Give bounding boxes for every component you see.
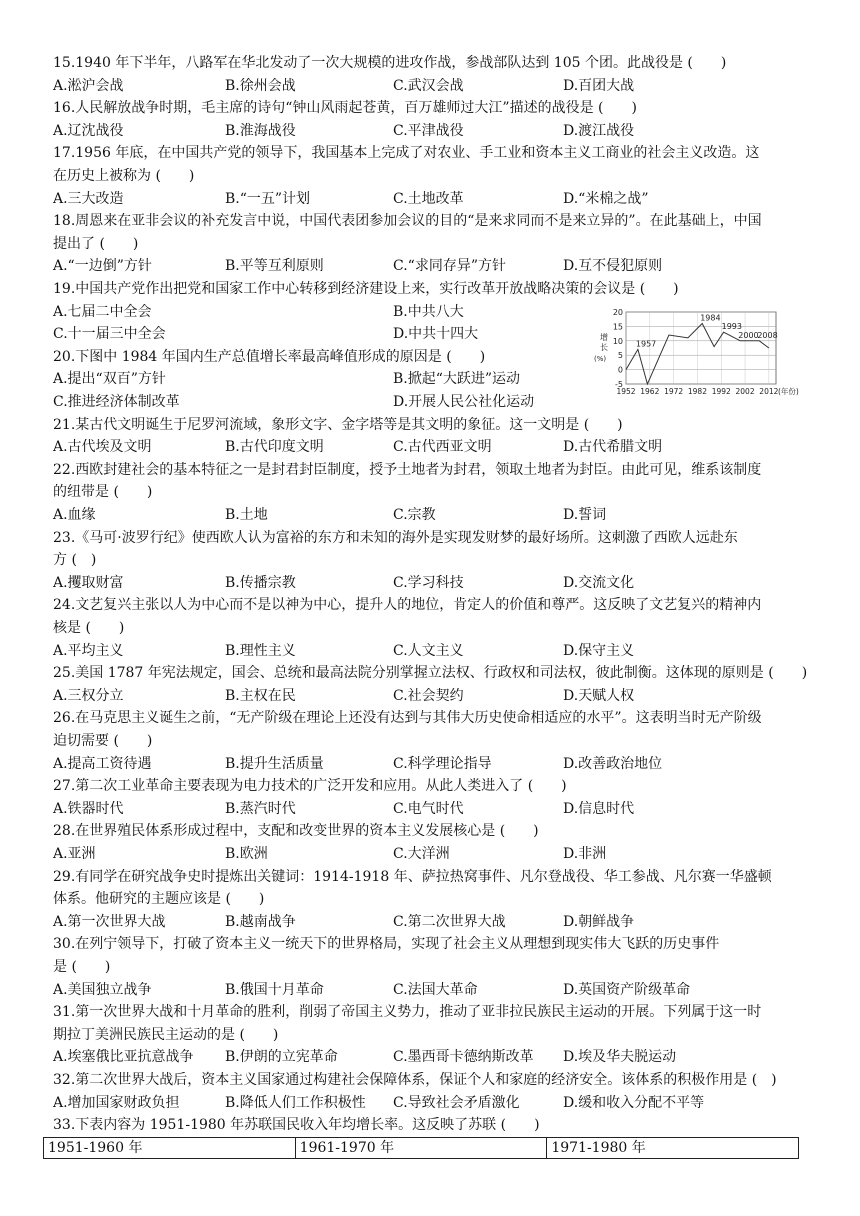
answer-option: A.淞沪会战	[53, 78, 124, 94]
answer-option: B.主权在民	[225, 688, 296, 704]
answer-option: C.社会契约	[393, 688, 464, 704]
answer-option: A.三大改造	[53, 191, 124, 207]
question-text: 28.在世界殖民体系形成过程中，支配和改变世界的资本主义发展核心是 ( )	[53, 823, 539, 839]
data-label: 1957	[635, 339, 657, 349]
answer-option: B.降低人们工作积极性	[225, 1095, 366, 1111]
answer-option: D.保守主义	[563, 643, 635, 659]
answer-option: D.开展人民公社化运动	[393, 394, 535, 410]
answer-option: A.提高工资待遇	[53, 756, 152, 772]
answer-option: D.改善政治地位	[563, 756, 663, 772]
answer-option: B.越南战争	[225, 914, 296, 930]
question-text: 体系。他研究的主题应该是 ( )	[53, 891, 265, 907]
question-text: 19.中国共产党作出把党和国家工作中心转移到经济建设上来，实行改革开放战略决策的会议是 ( )	[53, 281, 679, 297]
table-header-cell: 1951-1960 年	[44, 1138, 296, 1159]
question-text: 迫切需要 ( )	[53, 733, 153, 749]
question-text: 的纽带是 ( )	[53, 484, 153, 500]
answer-option: A.三权分立	[53, 688, 124, 704]
x-tick-label: 2002	[735, 387, 755, 396]
answer-option: C.电气时代	[393, 801, 464, 817]
answer-option: A.七届二中全会	[53, 304, 152, 320]
answer-option: B.土地	[225, 507, 268, 523]
question-text: 26.在马克思主义诞生之前，“无产阶级在理论上还没有达到与其伟大历史使命相适应的水平”。这表明当时无产阶级	[53, 710, 762, 726]
answer-option: A.提出“双百”方针	[53, 371, 166, 387]
answer-option: C.墨西哥卡德纳斯改革	[393, 1049, 534, 1065]
answer-option: C.十一届三中全会	[53, 326, 166, 342]
answer-option: C.“求同存异”方针	[393, 258, 506, 274]
question-text: 24.文艺复兴主张以人为中心而不是以神为中心，提升人的地位，肯定人的价值和尊严。这反映了文艺复兴的精神内	[53, 597, 762, 613]
answer-option: B.理性主义	[225, 643, 296, 659]
answer-option: D.埃及华夫脱运动	[563, 1049, 677, 1065]
answer-option: C.第二次世界大战	[393, 914, 506, 930]
table-header-cell: 1971-1980 年	[547, 1138, 799, 1159]
x-tick-label: 1952	[616, 387, 636, 396]
answer-option: A.古代埃及文明	[53, 439, 152, 455]
answer-option: D.信息时代	[563, 801, 635, 817]
answer-option: C.土地改革	[393, 191, 464, 207]
answer-option: B.淮海战役	[225, 123, 296, 139]
question-text: 期拉丁美洲民族民主运动的是 ( )	[53, 1027, 279, 1043]
question-text: 33.下表内容为 1951-1980 年苏联国民收入年均增长率。这反映了苏联 ( )	[53, 1117, 540, 1133]
answer-option: A.第一次世界大战	[53, 914, 166, 930]
question-text: 31.第一次世界大战和十月革命的胜利，削弱了帝国主义势力，推动了亚非拉民族民主运动的开展。下列属于这一时	[53, 1004, 762, 1020]
y-tick-label: 0	[617, 365, 623, 375]
question-text: 32.第二次世界大战后，资本主义国家通过构建社会保障体系，保证个人和家庭的经济安全。该体系的积极作用是 ( )	[53, 1072, 777, 1088]
question-text: 17.1956 年底，在中国共产党的领导下，我国基本上完成了对农业、手工业和资本主义工商业的社会主义改造。这	[53, 145, 760, 161]
answer-option: D.缓和收入分配不平等	[563, 1095, 705, 1111]
question-text: 30.在列宁领导下，打破了资本主义一统天下的世界格局，实现了社会主义从理想到现实伟大飞跃的历史事件	[53, 936, 720, 952]
answer-option: D.古代希腊文明	[563, 439, 663, 455]
data-label: 1993	[721, 322, 742, 332]
answer-option: A.埃塞俄比亚抗意战争	[53, 1049, 194, 1065]
answer-option: A.攫取财富	[53, 575, 124, 591]
answer-option: A.铁器时代	[53, 801, 124, 817]
answer-option: D.“米棉之战”	[563, 191, 649, 207]
question-text: 20.下图中 1984 年国内生产总值增长率最高峰值形成的原因是 ( )	[53, 349, 486, 365]
x-tick-label: 1962	[640, 387, 660, 396]
answer-option: D.朝鲜战争	[563, 914, 635, 930]
answer-option: C.导致社会矛盾激化	[393, 1095, 520, 1111]
answer-option: D.互不侵犯原则	[563, 258, 663, 274]
data-label: 1984	[700, 313, 721, 323]
y-axis-label: 长	[600, 343, 608, 352]
answer-option: B.古代印度文明	[225, 439, 324, 455]
answer-option: D.非洲	[563, 846, 607, 862]
answer-option: B.提升生活质量	[225, 756, 324, 772]
answer-option: B.欧洲	[225, 846, 268, 862]
question-text: 27.第二次工业革命主要表现为电力技术的广泛开发和应用。从此人类进入了 ( )	[53, 778, 567, 794]
question-text: 15.1940 年下半年，八路军在华北发动了一次大规模的进攻作战，参战部队达到 105 个团。此战役是 ( )	[53, 55, 727, 71]
answer-option: C.宗教	[393, 507, 436, 523]
y-tick-label: 20	[612, 308, 623, 317]
answer-option: C.学习科技	[393, 575, 464, 591]
y-tick-label: 5	[617, 351, 623, 361]
answer-option: A.血缘	[53, 507, 96, 523]
x-tick-label: 1992	[711, 387, 731, 396]
x-tick-label: 1972	[664, 387, 684, 396]
question-text: 是 ( )	[53, 959, 111, 975]
answer-option: B.蒸汽时代	[225, 801, 296, 817]
x-axis-label: (年份)	[778, 387, 799, 396]
answer-option: B.“一五”计划	[225, 191, 311, 207]
answer-option: C.古代西亚文明	[393, 439, 492, 455]
answer-option: B.俄国十月革命	[225, 982, 324, 998]
answer-option: B.伊朗的立宪革命	[225, 1049, 338, 1065]
answer-option: D.英国资产阶级革命	[563, 982, 691, 998]
x-tick-label: 2012	[759, 387, 779, 396]
answer-option: A.辽沈战役	[53, 123, 124, 139]
question-text: 22.西欧封建社会的基本特征之一是封君封臣制度，授予土地者为封君，领取土地者为封臣。由此可见，维系该制度	[53, 462, 762, 478]
q33-table	[43, 1137, 799, 1159]
data-label: 2000	[738, 330, 759, 340]
data-label: 2008	[757, 330, 778, 340]
answer-option: D.中共十四大	[393, 326, 479, 342]
question-text: 16.人民解放战争时期，毛主席的诗句“钟山风雨起苍黄，百万雄师过大江”描述的战役是 ( )	[53, 100, 637, 116]
answer-option: A.平均主义	[53, 643, 124, 659]
answer-option: B.传播宗教	[225, 575, 296, 591]
answer-option: D.誓词	[563, 507, 607, 523]
answer-option: A.亚洲	[53, 846, 96, 862]
answer-option: A.增加国家财政负担	[53, 1095, 180, 1111]
question-text: 25.美国 1787 年宪法规定，国会、总统和最高法院分别掌握立法权、行政权和司法权，彼此制衡。这体现的原则是 ( )	[53, 665, 808, 681]
y-axis-label: (%)	[594, 355, 607, 363]
answer-option: C.平津战役	[393, 123, 464, 139]
gdp-growth-chart	[590, 304, 820, 404]
y-tick-label: -5	[615, 380, 623, 389]
question-text: 29.有同学在研究战争史时提炼出关键词：1914-1918 年、萨拉热窝事件、凡尔登战役、华工参战、凡尔赛一华盛顿	[53, 869, 772, 885]
question-text: 18.周恩来在亚非会议的补充发言中说，中国代表团参加会议的目的“是来求同而不是来立异的”。在此基础上，中国	[53, 213, 762, 229]
table-header-cell: 1961-1970 年	[295, 1138, 547, 1159]
answer-option: C.法国大革命	[393, 982, 478, 998]
answer-option: A.美国独立战争	[53, 982, 152, 998]
answer-option: C.人文主义	[393, 643, 464, 659]
answer-option: D.百团大战	[563, 78, 635, 94]
answer-option: B.掀起“大跃进”运动	[393, 371, 521, 387]
question-text: 21.某古代文明诞生于尼罗河流域，象形文字、金字塔等是其文明的象征。这一文明是 ( )	[53, 417, 623, 433]
answer-option: D.渡江战役	[563, 123, 635, 139]
answer-option: C.大洋洲	[393, 846, 450, 862]
question-text: 在历史上被称为 ( )	[53, 168, 195, 184]
question-text: 提出了 ( )	[53, 236, 139, 252]
question-text: 方 ( )	[53, 552, 97, 568]
answer-option: B.平等互利原则	[225, 258, 324, 274]
y-tick-label: 10	[612, 336, 623, 346]
question-text: 核是 ( )	[53, 620, 125, 636]
answer-option: B.徐州会战	[225, 78, 296, 94]
x-tick-label: 1982	[687, 387, 707, 396]
y-tick-label: 15	[612, 322, 623, 332]
answer-option: D.交流文化	[563, 575, 635, 591]
answer-option: D.天赋人权	[563, 688, 635, 704]
answer-option: C.科学理论指导	[393, 756, 492, 772]
y-axis-label: 增	[600, 333, 608, 342]
answer-option: C.推进经济体制改革	[53, 394, 180, 410]
question-text: 23.《马可·波罗行纪》使西欧人认为富裕的东方和未知的海外是实现发财梦的最好场所。这刺激了西欧人远赴东	[53, 530, 738, 546]
answer-option: C.武汉会战	[393, 78, 464, 94]
answer-option: A.“一边倒”方针	[53, 258, 152, 274]
answer-option: B.中共八大	[393, 304, 464, 320]
